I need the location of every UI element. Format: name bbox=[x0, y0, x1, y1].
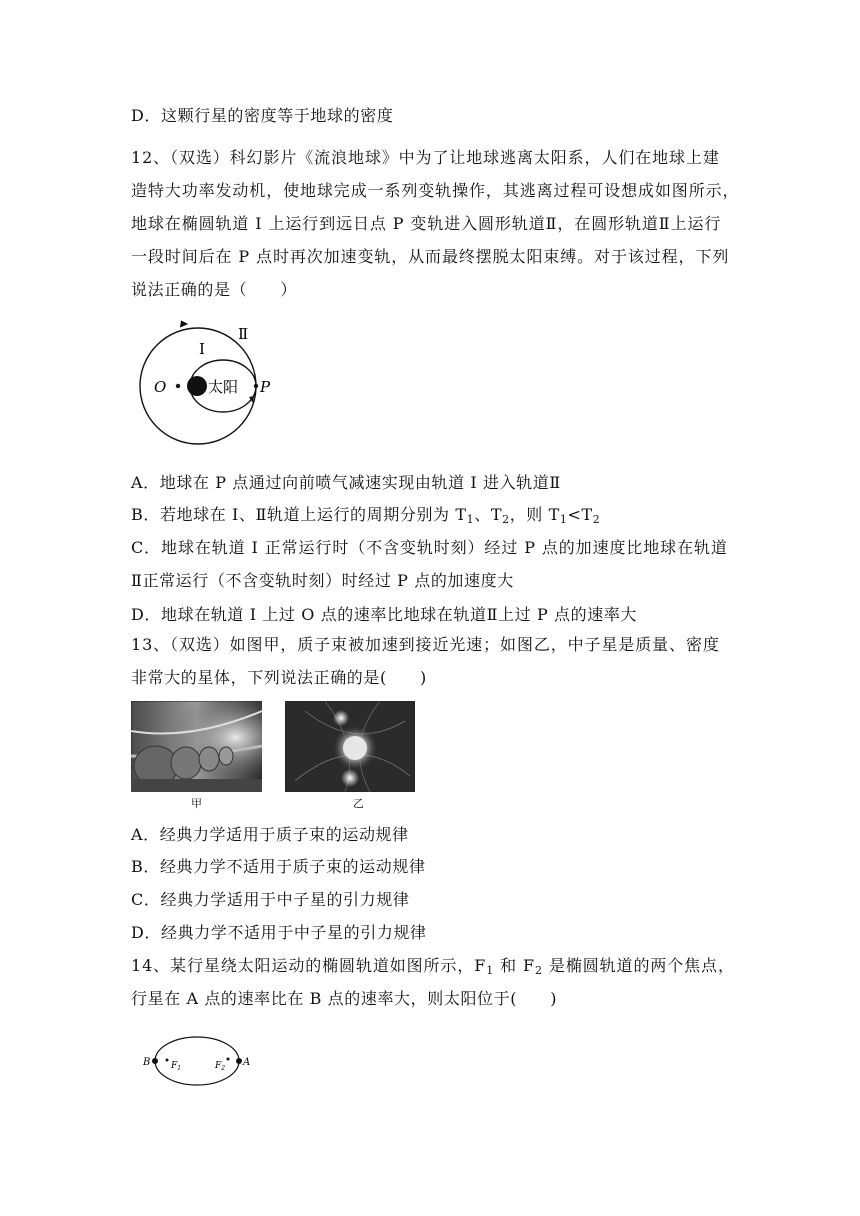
label-p: P bbox=[260, 378, 271, 396]
q12-option-a: A．地球在 P 点通过向前喷气减速实现由轨道 I 进入轨道Ⅱ bbox=[131, 473, 561, 492]
q12-option-b: B．若地球在 I、Ⅱ轨道上运行的周期分别为 $T_1$、$T_2$，则 $T_1<T_2$ bbox=[131, 505, 601, 526]
q11-option-d: D．这颗行星的密度等于地球的密度 bbox=[131, 106, 394, 125]
q12-stem-line-3: 地球在椭圆轨道 I 上运行到远日点 P 变轨进入圆形轨道Ⅱ，在圆形轨道Ⅱ上运行 bbox=[131, 214, 722, 233]
focus-f2-dot bbox=[227, 1058, 230, 1061]
label-orbit-2: Ⅱ bbox=[238, 325, 249, 343]
q13-stem-line-1: 13、（双选）如图甲，质子束被加速到接近光速；如图乙，中子星是质量、密度 bbox=[131, 635, 720, 654]
q12-stem-line-2: 造特大功率发动机，使地球完成一系列变轨操作，其逃离过程可设想成如图所示， bbox=[131, 181, 740, 200]
point-a-dot bbox=[236, 1058, 242, 1064]
point-p-dot bbox=[254, 384, 258, 388]
point-o-dot bbox=[176, 384, 180, 388]
q13-option-b: B．经典力学不适用于质子束的运动规律 bbox=[131, 857, 426, 876]
ellipse-orbit-diagram bbox=[140, 1030, 255, 1090]
sun-disc bbox=[187, 376, 207, 396]
label-orbit-1: I bbox=[199, 340, 205, 358]
q13-option-d: D．经典力学不适用于中子星的引力规律 bbox=[131, 923, 427, 942]
q12-stem-line-4: 一段时间后在 P 点时再次加速变轨，从而最终摆脱太阳束缚。对于该过程，下列 bbox=[131, 247, 730, 266]
q13-option-c: C．经典力学适用于中子星的引力规律 bbox=[131, 890, 410, 909]
q12-option-d: D．地球在轨道 I 上过 O 点的速率比地球在轨道Ⅱ上过 P 点的速率大 bbox=[131, 605, 638, 624]
q14-stem-line-1: 14、某行星绕太阳运动的椭圆轨道如图所示，$F_1$ 和 $F_2$ 是椭圆轨道的两个焦点， bbox=[131, 956, 735, 977]
orbit-diagram bbox=[130, 316, 290, 452]
caption-left: 甲 bbox=[191, 797, 202, 810]
neutron-star-photo bbox=[285, 701, 415, 792]
q12-stem-line-1: 12、（双选）科幻影片《流浪地球》中为了让地球逃离太阳系，人们在地球上建 bbox=[131, 148, 720, 167]
q13-option-a: A．经典力学适用于质子束的运动规律 bbox=[131, 825, 409, 844]
label-o: O bbox=[154, 378, 167, 396]
label-sun: 太阳 bbox=[208, 378, 239, 396]
q12-option-c-line-2: Ⅱ正常运行（不含变轨时刻）时经过 P 点的加速度大 bbox=[131, 571, 514, 590]
focus-f1-dot bbox=[166, 1059, 169, 1062]
orbit-2-arrow-icon bbox=[180, 321, 187, 327]
label-b: B bbox=[143, 1057, 151, 1068]
caption-right: 乙 bbox=[353, 797, 364, 810]
label-f2: $F_2$ bbox=[215, 1061, 226, 1072]
label-a: A bbox=[243, 1057, 251, 1068]
point-b-dot bbox=[152, 1058, 158, 1064]
q13-stem-line-2: 非常大的星体，下列说法正确的是( ) bbox=[131, 668, 427, 687]
q14-stem-line-2: 行星在 A 点的速率比在 B 点的速率大，则太阳位于( ) bbox=[131, 989, 558, 1008]
q12-option-c-line-1: C．地球在轨道 I 正常运行时（不含变轨时刻）经过 P 点的加速度比地球在轨道 bbox=[131, 538, 728, 557]
label-f1: $F_1$ bbox=[171, 1061, 182, 1072]
q12-stem-line-5: 说法正确的是（ ） bbox=[131, 280, 298, 299]
proton-beam-photo bbox=[131, 701, 262, 792]
